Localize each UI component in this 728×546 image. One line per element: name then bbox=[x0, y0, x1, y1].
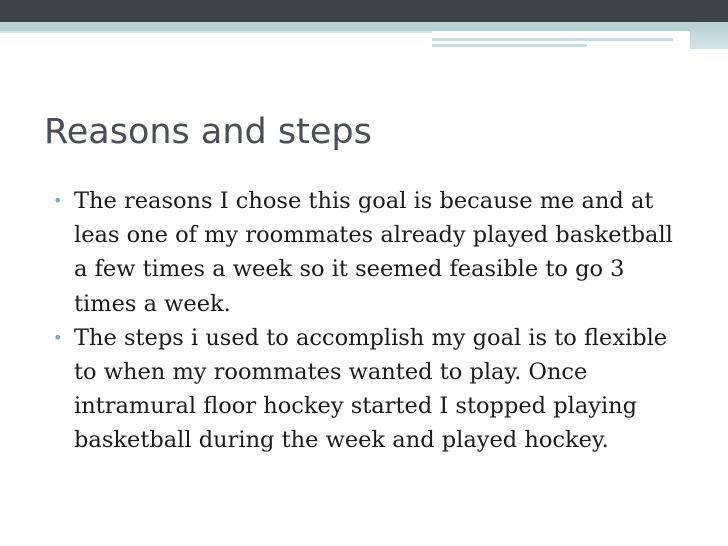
bullet-text: The reasons I chose this goal is because me and at leas one of my roommates already played basketball a few times a week so it seemed feasible to go 3 times a week. bbox=[74, 188, 673, 317]
header-tab-stripe bbox=[432, 38, 673, 41]
bullet-item bbox=[50, 321, 680, 458]
bullet-list bbox=[50, 184, 680, 458]
header-band-teal bbox=[0, 22, 728, 31]
slide-title: Reasons and steps bbox=[44, 112, 372, 152]
header-band-dark bbox=[0, 0, 728, 22]
header-right-edge bbox=[690, 22, 728, 49]
header-tab-stripe bbox=[432, 44, 587, 47]
header-band-line bbox=[0, 31, 432, 33]
bullet-text: The steps i used to accomplish my goal is to flexible to when my roommates wanted to play. Once intramural floor hockey started I stopped playing basketball during the week and played hockey. bbox=[74, 324, 668, 454]
bullet-dot-icon: • bbox=[53, 191, 63, 210]
bullet-dot-icon: • bbox=[53, 327, 63, 347]
bullet-item bbox=[50, 184, 680, 321]
